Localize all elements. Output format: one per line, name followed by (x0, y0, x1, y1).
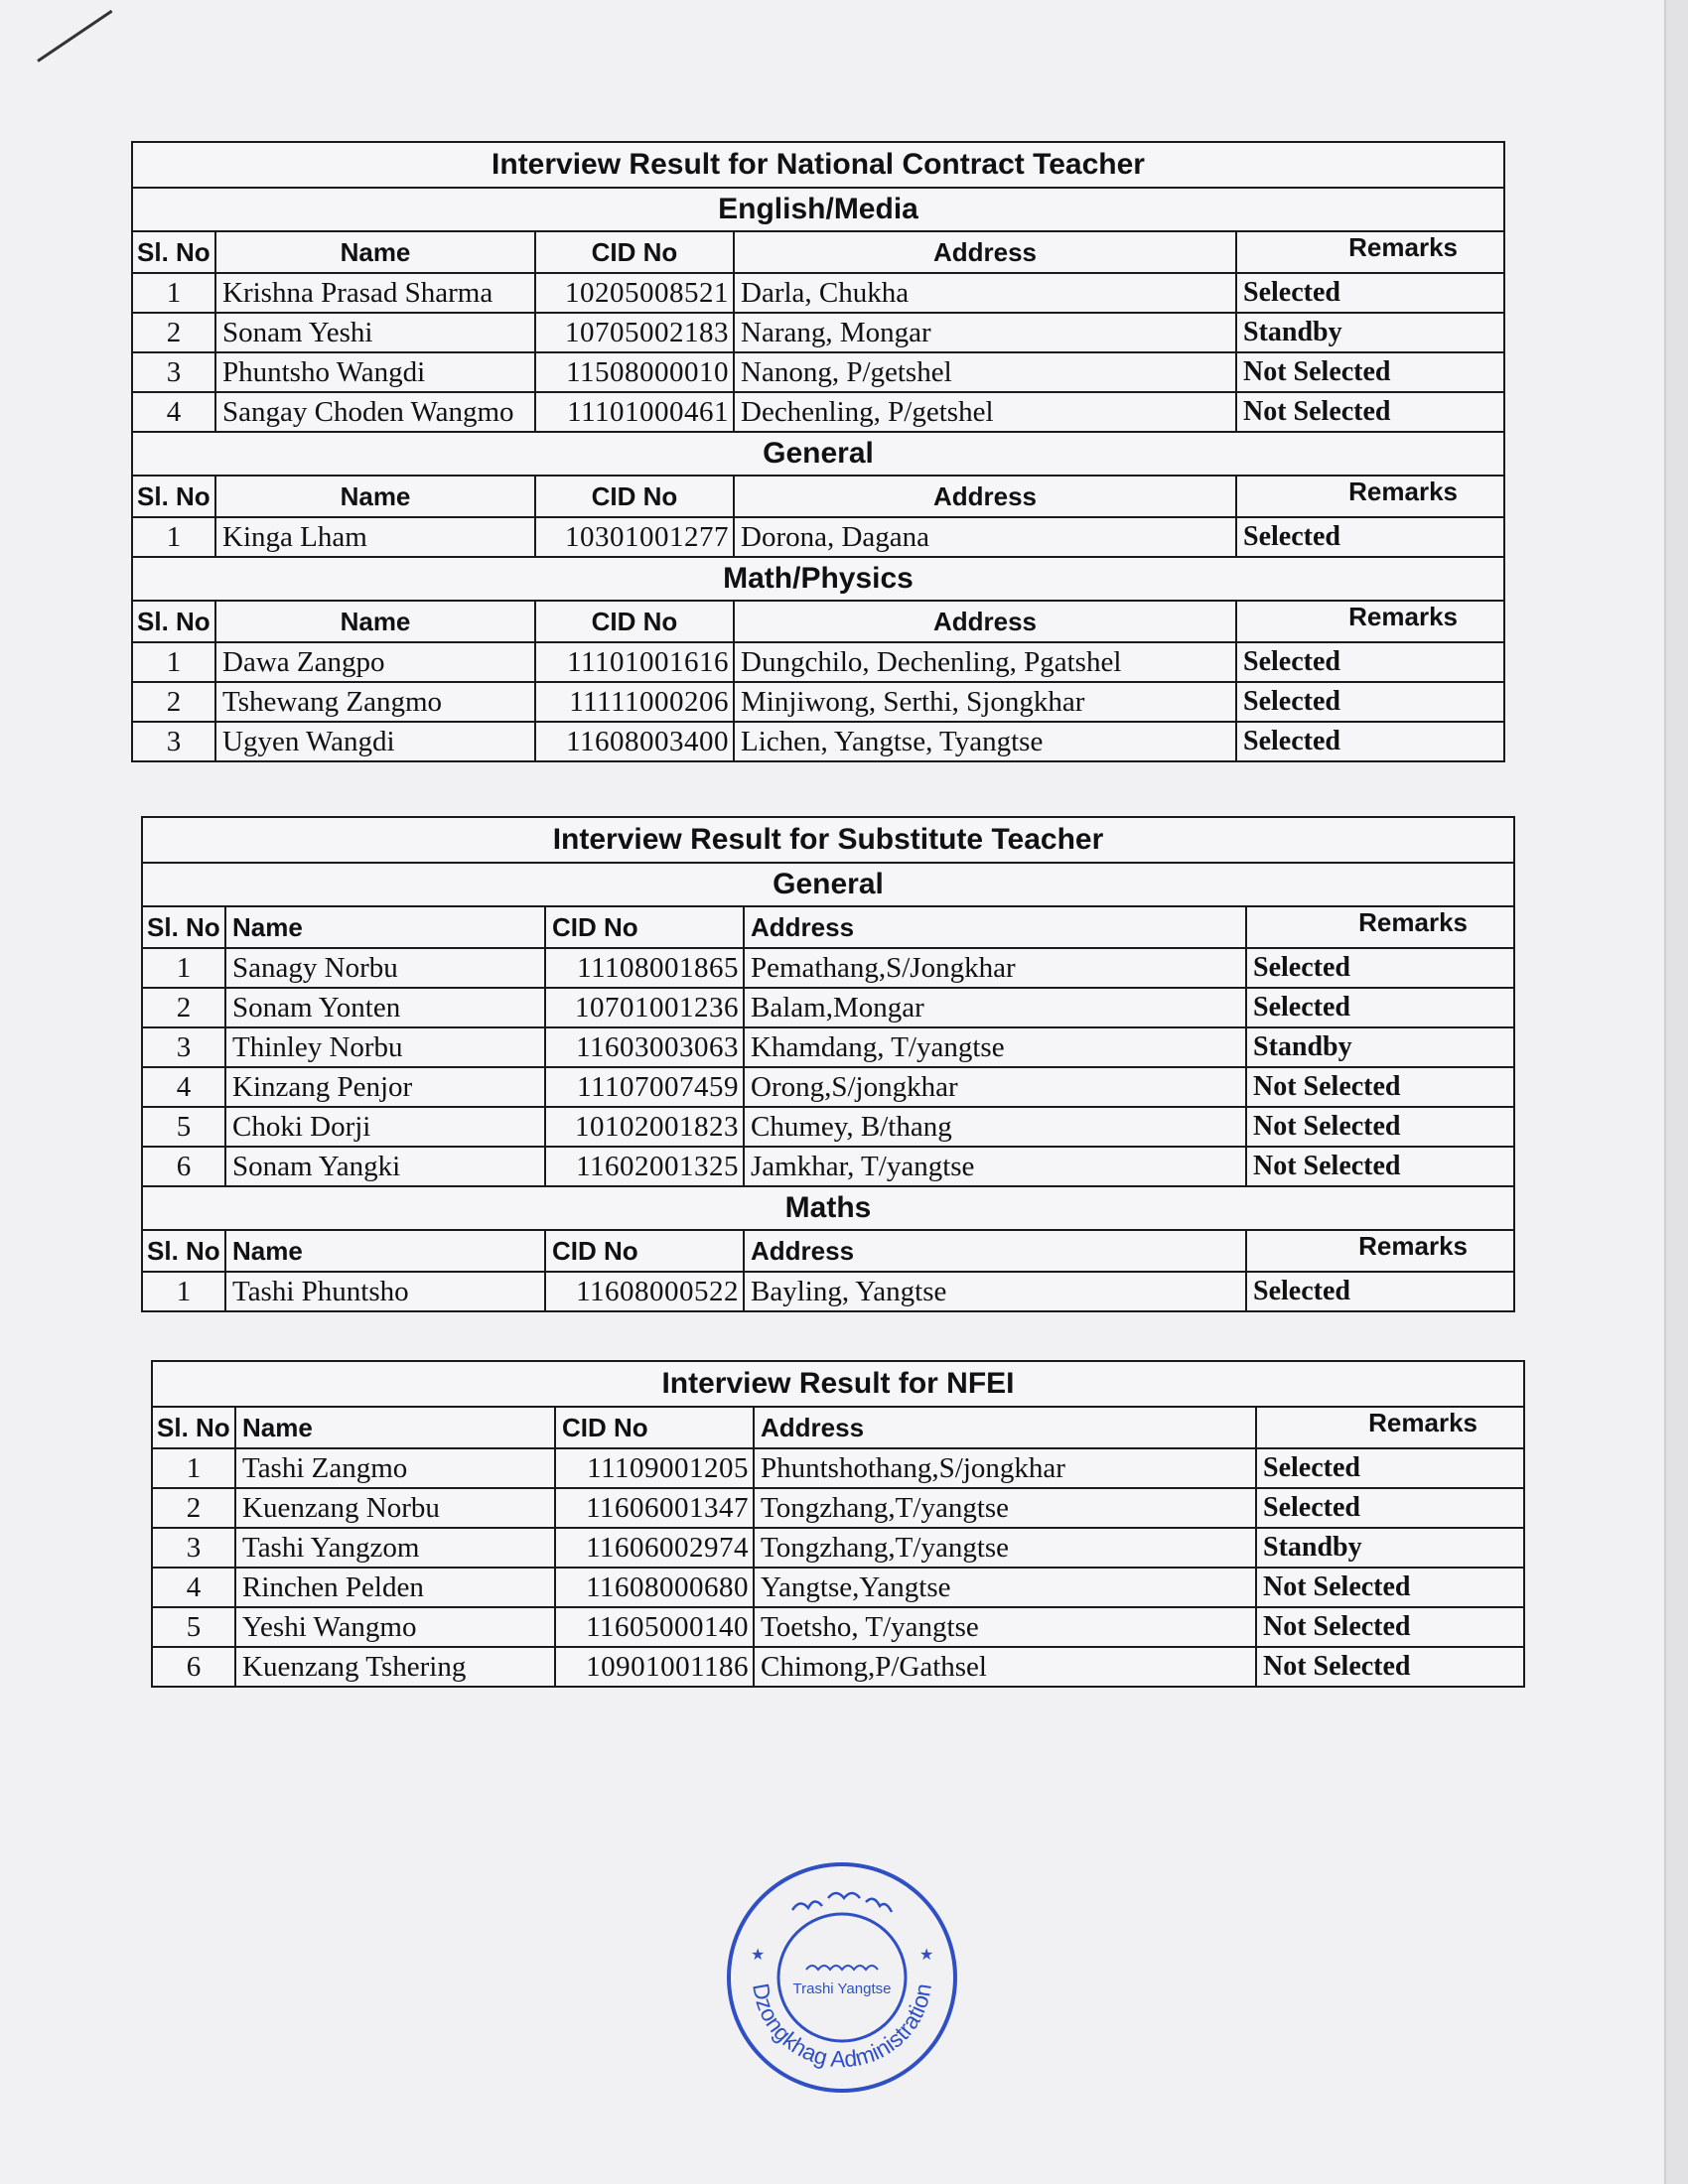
table-row (142, 1027, 1514, 1067)
cell-name: Choki Dorji (225, 1107, 545, 1147)
table-row (152, 1448, 1524, 1488)
cell-sl: 1 (132, 273, 215, 313)
cell-name: Sonam Yeshi (215, 313, 535, 352)
col-cid: CID No (535, 601, 734, 642)
cell-address: Dungchilo, Dechenling, Pgatshel (734, 642, 1236, 682)
cell-remarks: Selected (1236, 517, 1504, 557)
nct-table (131, 141, 1505, 762)
col-remarks: Remarks (1236, 601, 1504, 642)
cell-remarks: Not Selected (1246, 1067, 1514, 1107)
cell-remarks: Selected (1246, 948, 1514, 988)
cell-cid: 11608003400 (535, 722, 734, 761)
cell-sl: 4 (142, 1067, 225, 1107)
cell-address: Orong,S/jongkhar (744, 1067, 1246, 1107)
cell-sl: 1 (152, 1448, 235, 1488)
table-row (132, 352, 1504, 392)
cell-sl: 2 (132, 313, 215, 352)
table-row (132, 682, 1504, 722)
seal-inner-text: Trashi Yangtse (792, 1980, 892, 1997)
table-row (152, 1568, 1524, 1607)
cell-address: Chimong,P/Gathsel (754, 1647, 1256, 1687)
cell-address: Pemathang,S/Jongkhar (744, 948, 1246, 988)
table-row (132, 273, 1504, 313)
col-cid: CID No (535, 476, 734, 517)
cell-name: Tashi Zangmo (235, 1448, 555, 1488)
col-remarks: Remarks (1236, 476, 1504, 517)
cell-name: Sanagy Norbu (225, 948, 545, 988)
cell-name: Sangay Choden Wangmo (215, 392, 535, 432)
cell-address: Jamkhar, T/yangtse (744, 1147, 1246, 1186)
nct-title: Interview Result for National Contract Teacher (132, 142, 1504, 188)
table-row (152, 1528, 1524, 1568)
col-cid: CID No (535, 231, 734, 273)
col-name: Name (215, 476, 535, 517)
col-cid: CID No (555, 1407, 754, 1448)
cell-remarks: Not Selected (1256, 1647, 1524, 1687)
cell-cid: 11605000140 (555, 1607, 754, 1647)
cell-remarks: Selected (1256, 1488, 1524, 1528)
cell-name: Phuntsho Wangdi (215, 352, 535, 392)
table-row (152, 1607, 1524, 1647)
cell-sl: 3 (142, 1027, 225, 1067)
table-header (132, 476, 1504, 517)
cell-sl: 2 (142, 988, 225, 1027)
cell-name: Thinley Norbu (225, 1027, 545, 1067)
cell-sl: 5 (152, 1607, 235, 1647)
cell-cid: 11606001347 (555, 1488, 754, 1528)
col-address: Address (734, 601, 1236, 642)
cell-remarks: Selected (1236, 682, 1504, 722)
cell-cid: 11111000206 (535, 682, 734, 722)
table-row (132, 392, 1504, 432)
cell-sl: 1 (142, 948, 225, 988)
cell-cid: 11606002974 (555, 1528, 754, 1568)
col-address: Address (754, 1407, 1256, 1448)
cell-name: Kuenzang Norbu (235, 1488, 555, 1528)
cell-sl: 4 (152, 1568, 235, 1607)
col-name: Name (225, 1230, 545, 1272)
cell-address: Darla, Chukha (734, 273, 1236, 313)
cell-sl: 3 (132, 352, 215, 392)
cell-address: Dechenling, P/getshel (734, 392, 1236, 432)
cell-name: Kinzang Penjor (225, 1067, 545, 1107)
cell-cid: 10701001236 (545, 988, 744, 1027)
col-name: Name (215, 601, 535, 642)
cell-sl: 1 (132, 642, 215, 682)
cell-cid: 10102001823 (545, 1107, 744, 1147)
col-name: Name (225, 906, 545, 948)
nct-subject-math-physics: Math/Physics (132, 557, 1504, 601)
seal-inner-script (806, 1966, 878, 1970)
seal-outer-text: Dzongkhag Administration (748, 1980, 936, 2073)
cell-remarks: Selected (1236, 642, 1504, 682)
col-sl: Sl. No (132, 476, 215, 517)
cell-remarks: Standby (1246, 1027, 1514, 1067)
pen-mark (37, 10, 112, 63)
cell-remarks: Not Selected (1246, 1147, 1514, 1186)
col-remarks: Remarks (1246, 1230, 1514, 1272)
cell-cid: 10205008521 (535, 273, 734, 313)
cell-address: Tongzhang,T/yangtse (754, 1528, 1256, 1568)
cell-cid: 11101001616 (535, 642, 734, 682)
cell-remarks: Not Selected (1236, 392, 1504, 432)
cell-remarks: Not Selected (1256, 1568, 1524, 1607)
substitute-title: Interview Result for Substitute Teacher (142, 817, 1514, 863)
cell-address: Yangtse,Yangtse (754, 1568, 1256, 1607)
substitute-subject-general: General (142, 863, 1514, 906)
table-row (152, 1647, 1524, 1687)
cell-remarks: Selected (1246, 988, 1514, 1027)
scan-edge (1664, 0, 1688, 2184)
cell-remarks: Selected (1246, 1272, 1514, 1311)
cell-cid: 11107007459 (545, 1067, 744, 1107)
nfei-section (151, 1360, 1525, 1688)
cell-name: Sonam Yangki (225, 1147, 545, 1186)
cell-sl: 6 (152, 1647, 235, 1687)
cell-cid: 11101000461 (535, 392, 734, 432)
col-sl: Sl. No (142, 1230, 225, 1272)
table-header (132, 601, 1504, 642)
cell-address: Phuntshothang,S/jongkhar (754, 1448, 1256, 1488)
cell-sl: 4 (132, 392, 215, 432)
cell-remarks: Not Selected (1236, 352, 1504, 392)
cell-name: Yeshi Wangmo (235, 1607, 555, 1647)
table-row (132, 642, 1504, 682)
col-address: Address (734, 476, 1236, 517)
cell-cid: 11508000010 (535, 352, 734, 392)
table-row (152, 1488, 1524, 1528)
cell-address: Bayling, Yangtse (744, 1272, 1246, 1311)
cell-name: Krishna Prasad Sharma (215, 273, 535, 313)
seal-top-script (792, 1893, 892, 1912)
cell-cid: 11602001325 (545, 1147, 744, 1186)
cell-address: Lichen, Yangtse, Tyangtse (734, 722, 1236, 761)
table-header (132, 231, 1504, 273)
cell-cid: 11108001865 (545, 948, 744, 988)
cell-cid: 11109001205 (555, 1448, 754, 1488)
nfei-title: Interview Result for NFEI (152, 1361, 1524, 1407)
nct-section (131, 141, 1505, 762)
table-row (132, 313, 1504, 352)
cell-address: Narang, Mongar (734, 313, 1236, 352)
cell-name: Tshewang Zangmo (215, 682, 535, 722)
cell-remarks: Standby (1256, 1528, 1524, 1568)
col-name: Name (215, 231, 535, 273)
cell-cid: 11608000680 (555, 1568, 754, 1607)
official-seal (723, 1858, 961, 2097)
col-sl: Sl. No (152, 1407, 235, 1448)
cell-name: Ugyen Wangdi (215, 722, 535, 761)
cell-address: Minjiwong, Serthi, Sjongkhar (734, 682, 1236, 722)
table-row (142, 1147, 1514, 1186)
col-sl: Sl. No (142, 906, 225, 948)
col-address: Address (744, 1230, 1246, 1272)
col-address: Address (734, 231, 1236, 273)
cell-address: Nanong, P/getshel (734, 352, 1236, 392)
nct-subject-general: General (132, 432, 1504, 476)
nct-subject-english: English/Media (132, 188, 1504, 231)
table-header (142, 1230, 1514, 1272)
cell-sl: 5 (142, 1107, 225, 1147)
cell-name: Sonam Yonten (225, 988, 545, 1027)
cell-cid: 11603003063 (545, 1027, 744, 1067)
col-address: Address (744, 906, 1246, 948)
col-name: Name (235, 1407, 555, 1448)
cell-name: Kuenzang Tshering (235, 1647, 555, 1687)
cell-cid: 10901001186 (555, 1647, 754, 1687)
cell-sl: 3 (152, 1528, 235, 1568)
table-header (142, 906, 1514, 948)
table-header (152, 1407, 1524, 1448)
cell-sl: 3 (132, 722, 215, 761)
cell-remarks: Selected (1236, 273, 1504, 313)
col-remarks: Remarks (1256, 1407, 1524, 1448)
col-remarks: Remarks (1236, 231, 1504, 273)
table-row (142, 988, 1514, 1027)
cell-cid: 10301001277 (535, 517, 734, 557)
cell-remarks: Standby (1236, 313, 1504, 352)
cell-address: Toetsho, T/yangtse (754, 1607, 1256, 1647)
table-row (142, 948, 1514, 988)
cell-sl: 1 (132, 517, 215, 557)
cell-address: Dorona, Dagana (734, 517, 1236, 557)
table-row (142, 1272, 1514, 1311)
seal-star-right: ★ (919, 1945, 934, 1964)
col-cid: CID No (545, 1230, 744, 1272)
cell-sl: 2 (132, 682, 215, 722)
cell-cid: 11608000522 (545, 1272, 744, 1311)
cell-name: Kinga Lham (215, 517, 535, 557)
cell-remarks: Not Selected (1256, 1607, 1524, 1647)
cell-sl: 6 (142, 1147, 225, 1186)
cell-remarks: Selected (1256, 1448, 1524, 1488)
substitute-subject-maths: Maths (142, 1186, 1514, 1230)
cell-remarks: Not Selected (1246, 1107, 1514, 1147)
cell-address: Balam,Mongar (744, 988, 1246, 1027)
cell-cid: 10705002183 (535, 313, 734, 352)
col-remarks: Remarks (1246, 906, 1514, 948)
table-row (132, 517, 1504, 557)
col-sl: Sl. No (132, 231, 215, 273)
cell-name: Tashi Yangzom (235, 1528, 555, 1568)
col-sl: Sl. No (132, 601, 215, 642)
cell-name: Dawa Zangpo (215, 642, 535, 682)
cell-sl: 1 (142, 1272, 225, 1311)
cell-sl: 2 (152, 1488, 235, 1528)
cell-address: Tongzhang,T/yangtse (754, 1488, 1256, 1528)
substitute-table (141, 816, 1515, 1312)
cell-name: Tashi Phuntsho (225, 1272, 545, 1311)
table-row (142, 1107, 1514, 1147)
table-row (142, 1067, 1514, 1107)
cell-address: Chumey, B/thang (744, 1107, 1246, 1147)
seal-star-left: ★ (751, 1945, 766, 1964)
col-cid: CID No (545, 906, 744, 948)
table-row (132, 722, 1504, 761)
nfei-table (151, 1360, 1525, 1688)
substitute-section (141, 816, 1515, 1312)
cell-address: Khamdang, T/yangtse (744, 1027, 1246, 1067)
cell-name: Rinchen Pelden (235, 1568, 555, 1607)
cell-remarks: Selected (1236, 722, 1504, 761)
